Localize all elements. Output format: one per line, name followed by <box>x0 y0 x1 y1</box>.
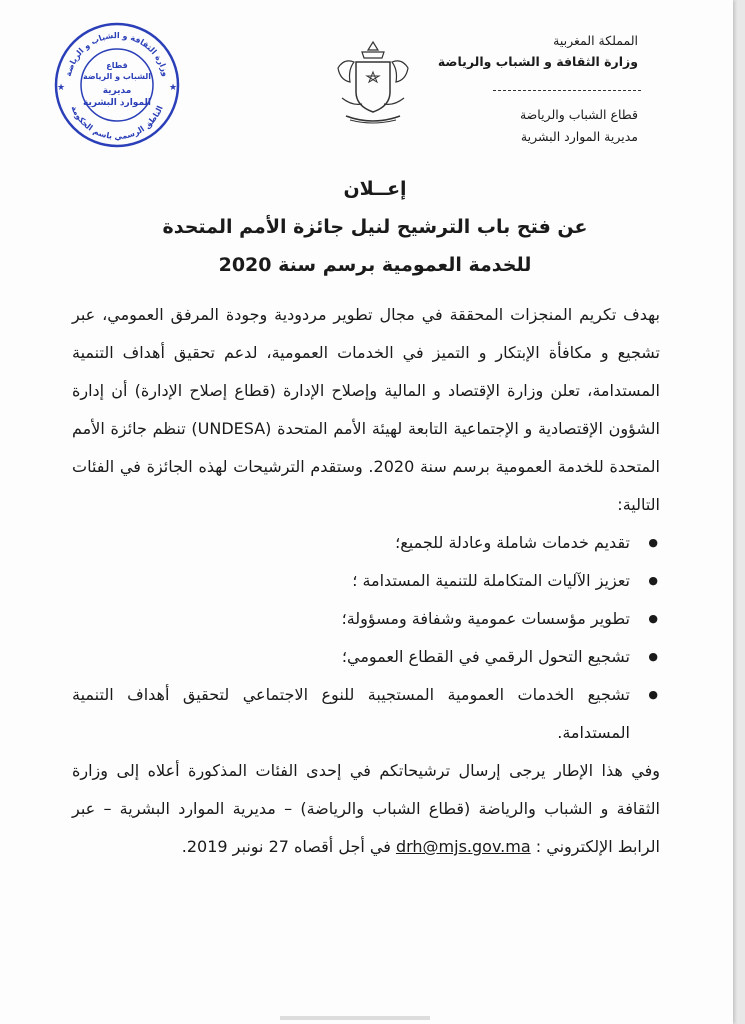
title-line-2: عن فتح باب الترشيح لنيل جائزة الأمم المتحدة <box>162 216 588 238</box>
stamp-center-2: الشباب و الرياضة <box>82 72 152 81</box>
body-closing <box>72 752 660 866</box>
category-item: ● تعزيز الآليات المتكاملة للتنمية المستدامة ؛ <box>72 562 660 600</box>
stamp-outer-top: وزارة الثقافة و الشباب و الرياضة <box>63 30 171 78</box>
email-link[interactable]: drh@mjs.gov.ma <box>395 837 531 856</box>
header-divider <box>493 90 641 91</box>
stamp-center-4: الموارد البشرية <box>83 98 151 108</box>
stamp-outer-bottom: الناطق الرسمي باسم الحكومة <box>69 104 165 142</box>
category-list <box>72 524 660 752</box>
category-item: ● تشجيع الخدمات العمومية المستجيبة للنوع الاجتماعي لتحقيق أهداف التنمية المستدامة. <box>72 676 660 752</box>
announcement-body <box>72 296 660 866</box>
category-item: ● تطوير مؤسسات عمومية وشفافة ومسؤولة؛ <box>72 600 660 638</box>
page-bottom-mark <box>280 1016 430 1020</box>
stamp-center-1: قطاع <box>106 61 128 70</box>
title-line-3: للخدمة العمومية برسم سنة 2020 <box>218 254 532 276</box>
body-intro: بهدف تكريم المنجزات المحققة في مجال تطوير مردودية وجودة المرفق العمومي، عبر تشجيع و مكافأة الإبتكار و التميز في الخدمات العمومية، لدعم تحقيق أهداف التنمية المستدامة، تعلن وزارة الإقتصاد و المالية وإصلاح الإدارة (قطاع إصلاح الإدارة) أن إدارة الشؤون الإقتصادية و الإجتماعية التابعة لهيئة الأمم المتحدة (UNDESA) تنظم جائزة الأمم المتحدة للخدمة العمومية برسم سنة 2020. وستقدم الترشيحات لهذه الجائزة في الفئات التالية: <box>72 305 660 514</box>
header-line-ministry: وزارة الثقافة و الشباب والرياضة <box>437 54 638 69</box>
header-department <box>520 104 638 148</box>
stamp-center-3: مديرية <box>102 86 132 96</box>
title-line-1: إعــلان <box>343 178 407 200</box>
closing-text: وفي هذا الإطار يرجى إرسال ترشيحاتكم في إحدى الفئات المذكورة أعلاه إلى وزارة الثقافة و الشباب والرياضة (قطاع الشباب والرياضة) – مديرية الموارد البشرية – عبر الرابط الإلكتروني : <box>72 761 660 856</box>
coat-of-arms-icon <box>332 38 414 126</box>
header-line-sector: قطاع الشباب والرياضة <box>519 107 638 122</box>
category-item: ● تشجيع التحول الرقمي في القطاع العمومي؛ <box>72 638 660 676</box>
stamp-star-left-icon: ★ <box>56 83 66 93</box>
header-line-kingdom: المملكة المغربية <box>553 33 638 48</box>
stamp-star-right-icon: ★ <box>168 83 178 93</box>
announcement-title <box>150 170 600 284</box>
official-stamp <box>52 20 182 150</box>
category-item: ● تقديم خدمات شاملة وعادلة للجميع؛ <box>72 524 660 562</box>
closing-deadline: في أجل أقصاه 27 نونبر 2019. <box>181 837 391 856</box>
header-ministry <box>438 30 638 72</box>
header-line-directorate: مديرية الموارد البشرية <box>520 129 638 144</box>
